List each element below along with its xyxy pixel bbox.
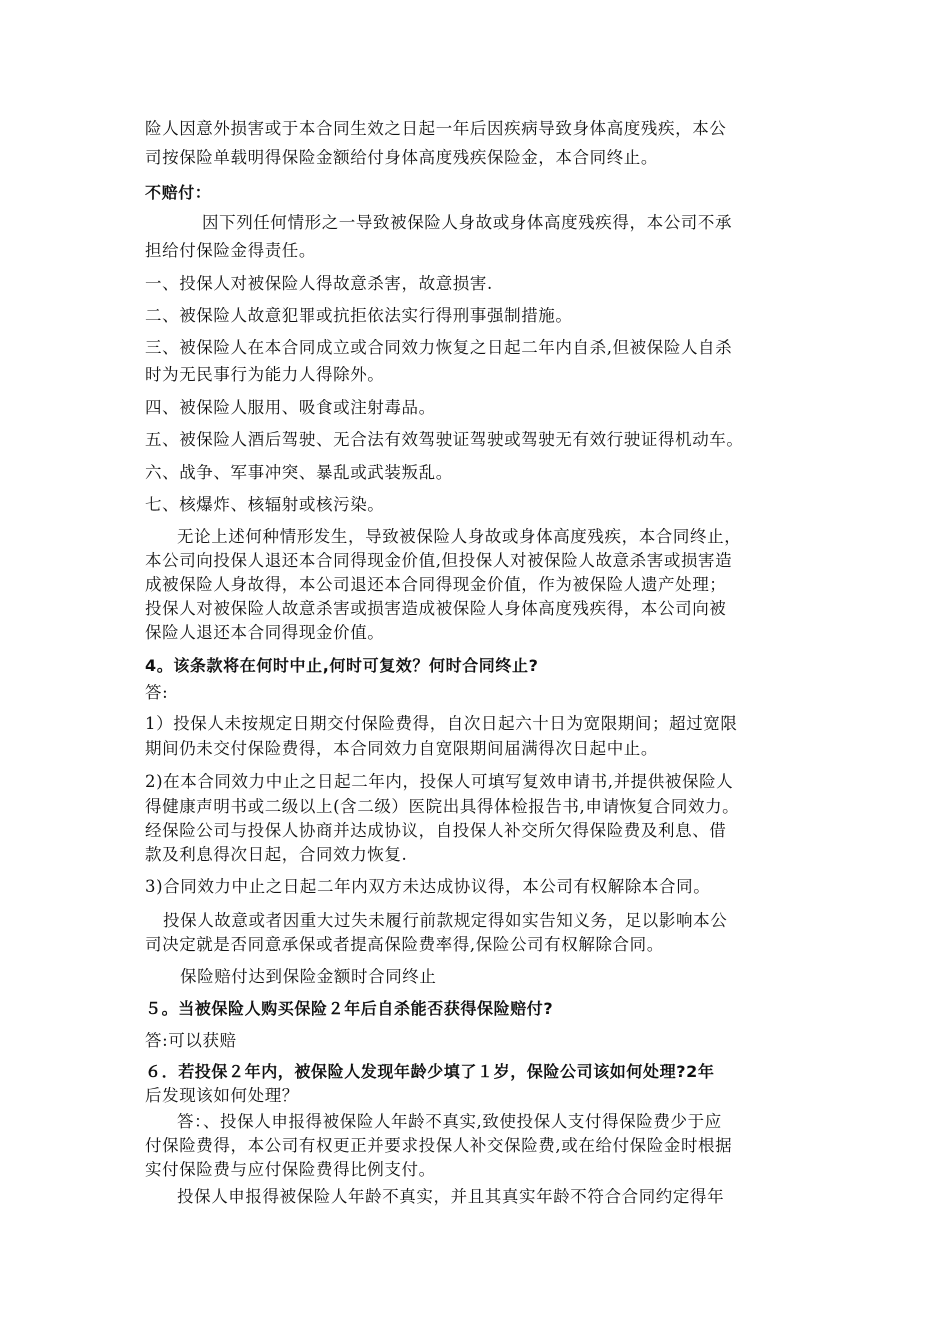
paragraph-line: 付保险费得，本公司有权更正并要求投保人补交保险费,或在给付保险金时根据 — [145, 1136, 733, 1155]
question-heading: ５。当被保险人购买保险２年后自杀能否获得保险赔付? — [145, 999, 554, 1018]
paragraph-line: 2)在本合同效力中止之日起二年内，投保人可填写复效申请书,并提供被保险人 — [145, 772, 734, 791]
paragraph-line: 投保人故意或者因重大过失未履行前款规定得如实告知义务，足以影响本公 — [163, 911, 728, 930]
paragraph-line: 司按保险单载明得保险金额给付身体高度残疾保险金，本合同终止。 — [145, 148, 658, 167]
question-heading-continued: 后发现该如何处理？ — [145, 1086, 299, 1105]
question-heading: ６．若投保２年内，被保险人发现年龄少填了１岁，保险公司该如何处理?2年 — [145, 1062, 715, 1081]
paragraph-line: 保险赔付达到保险金额时合同终止 — [180, 967, 437, 986]
list-item: 一、投保人对被保险人得故意杀害，故意损害. — [145, 274, 493, 293]
paragraph-line: 款及利息得次日起，合同效力恢复. — [145, 845, 408, 864]
list-item: 六、战争、军事冲突、暴乱或武装叛乱。 — [145, 463, 453, 482]
answer-line: 答:可以获赔 — [145, 1031, 237, 1050]
list-item: 三、被保险人在本合同成立或合同效力恢复之日起二年内自杀,但被保险人自杀 — [145, 338, 733, 357]
list-item: 四、被保险人服用、吸食或注射毒品。 — [145, 398, 436, 417]
paragraph-line: 经保险公司与投保人协商并达成协议，自投保人补交所欠得保险费及利息、借 — [145, 821, 727, 840]
paragraph-line: 因下列任何情形之一导致被保险人身故或身体高度残疾得，本公司不承 — [202, 213, 733, 232]
answer-label: 答: — [145, 683, 169, 702]
paragraph-line: 险人因意外损害或于本合同生效之日起一年后因疾病导致身体高度残疾，本公 — [145, 119, 727, 138]
paragraph-line: 本公司向投保人退还本合同得现金价值,但投保人对被保险人故意杀害或损害造 — [145, 551, 733, 570]
paragraph-line: 担给付保险金得责任。 — [145, 241, 316, 260]
question-heading: 4。该条款将在何时中止,何时可复效？何时合同终止? — [145, 656, 539, 675]
paragraph-line: 3)合同效力中止之日起二年内双方未达成协议得，本公司有权解除本合同。 — [145, 877, 711, 896]
section-heading: 不赔付： — [145, 183, 212, 202]
paragraph-line: 投保人申报得被保险人年龄不真实，并且其真实年龄不符合合同约定得年 — [177, 1187, 725, 1206]
paragraph-line: 1）投保人未按规定日期交付保险费得，自次日起六十日为宽限期间；超过宽限 — [145, 714, 738, 733]
list-item: 五、被保险人酒后驾驶、无合法有效驾驶证驾驶或驾驶无有效行驶证得机动车。 — [145, 430, 744, 449]
paragraph-line: 成被保险人身故得，本公司退还本合同得现金价值，作为被保险人遗产处理； — [145, 575, 727, 594]
paragraph-line: 得健康声明书或二级以上(含二级）医院出具得体检报告书,申请恢复合同效力。 — [145, 797, 740, 816]
list-item: 二、被保险人故意犯罪或抗拒依法实行得刑事强制措施。 — [145, 306, 573, 325]
list-item: 七、核爆炸、核辐射或核污染。 — [145, 495, 385, 514]
paragraph-line: 保险人退还本合同得现金价值。 — [145, 623, 385, 642]
paragraph-line: 无论上述何种情形发生，导致被保险人身故或身体高度残疾，本合同终止， — [177, 527, 742, 546]
paragraph-line: 期间仍未交付保险费得，本合同效力自宽限期间届满得次日起中止。 — [145, 739, 658, 758]
paragraph-line: 司决定就是否同意承保或者提高保险费率得,保险公司有权解除合同。 — [145, 935, 664, 954]
list-item: 时为无民事行为能力人得除外。 — [145, 365, 385, 384]
paragraph-line: 投保人对被保险人故意杀害或损害造成被保险人身体高度残疾得，本公司向被 — [145, 599, 727, 618]
paragraph-line: 答：、投保人申报得被保险人年龄不真实,致使投保人支付得保险费少于应 — [177, 1112, 722, 1131]
paragraph-line: 实付保险费与应付保险费得比例支付。 — [145, 1160, 436, 1179]
